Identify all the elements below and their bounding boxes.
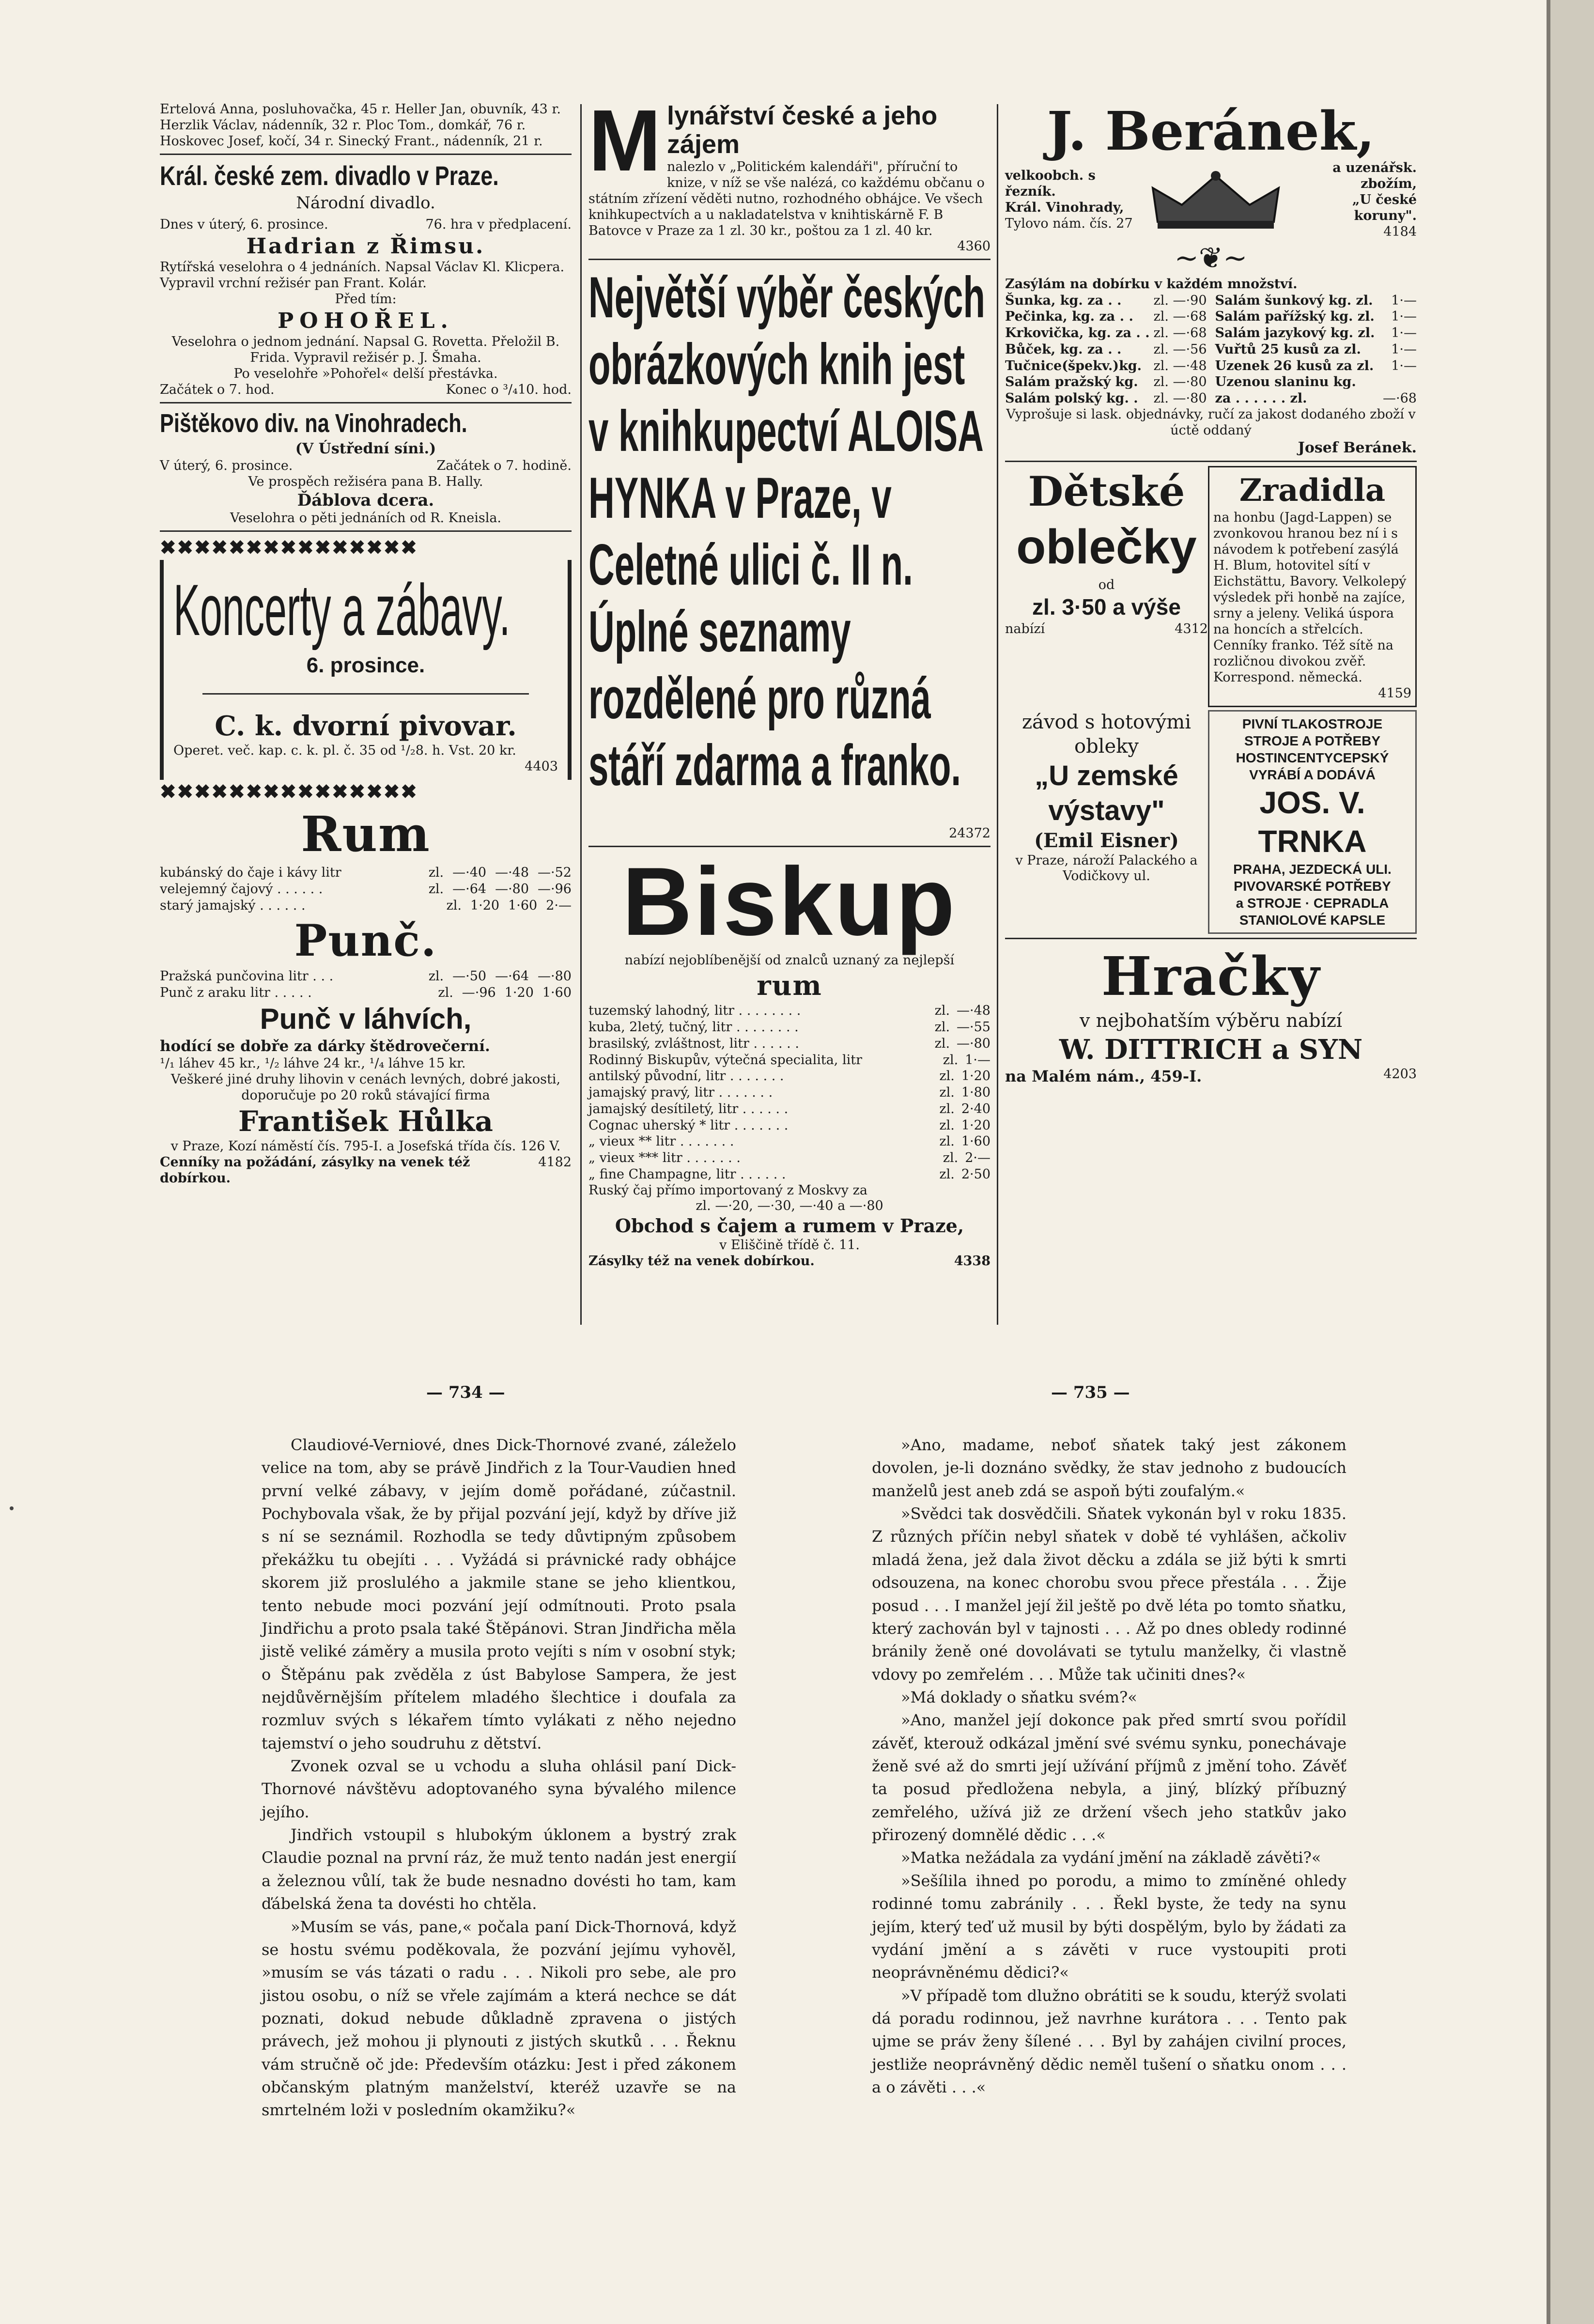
price-row bbox=[160, 985, 572, 1001]
beranek-left1: velkoobch. s řezník. bbox=[1005, 168, 1096, 200]
biskup-offer: nabízí nejoblíbenější od znalců uznaný za nejlepší bbox=[624, 953, 955, 968]
beranek-row bbox=[1005, 293, 1207, 309]
mlyn-number: 4360 bbox=[957, 239, 990, 254]
detske-number: 4312 bbox=[1175, 621, 1208, 636]
item-name: starý jamajský . . . . . . bbox=[160, 898, 306, 913]
item-cur: zl. bbox=[939, 1085, 955, 1100]
item-prices bbox=[939, 1068, 990, 1085]
page-edge-shadow bbox=[1547, 0, 1550, 2324]
beranek-left3: Tylovo nám. čís. 27 bbox=[1005, 216, 1133, 232]
pistek-benefit: Ve prospěch režiséra pana B. Hally. bbox=[248, 474, 483, 489]
biskup-street: v Eliščině třídě č. 11. bbox=[719, 1237, 860, 1253]
column-2 bbox=[588, 92, 990, 1270]
item-cur: zl. bbox=[428, 881, 444, 897]
item-name: Vuřtů 25 kusů za zl. bbox=[1215, 341, 1361, 357]
item-name: Krkovička, kg. za . . bbox=[1005, 325, 1150, 341]
item-name: Pečinka, kg. za . . bbox=[1005, 309, 1133, 325]
detske-shop: „U zemské výstavy" bbox=[1035, 759, 1178, 826]
beranek-number: 4184 bbox=[1383, 224, 1417, 239]
biskup-footer: Zásylky též na venek dobírkou. bbox=[588, 1253, 815, 1269]
play1-title: Hadrian z Řimsu. bbox=[246, 234, 485, 259]
item-p1: 1·20 bbox=[470, 898, 500, 913]
divider bbox=[160, 154, 572, 155]
divider bbox=[1005, 461, 1417, 462]
item-name: Salám pařížský kg. zl. bbox=[1215, 309, 1375, 325]
item-p3: —·96 bbox=[538, 881, 572, 897]
firm-name: František Hůlka bbox=[238, 1104, 493, 1138]
pause-note: Po veselohře »Pohořel« delší přestávka. bbox=[233, 366, 498, 381]
theatre-subtitle: Národní divadlo. bbox=[296, 193, 435, 213]
mlyn-title: lynářství české a jeho zájem bbox=[666, 101, 938, 159]
column-rule-2 bbox=[997, 104, 998, 1325]
item-cur: zl. bbox=[943, 1052, 959, 1068]
item-price: 1·— bbox=[1391, 358, 1417, 373]
detske-owner: (Emil Eisner) bbox=[1034, 829, 1179, 852]
item-price: zl. —·80 bbox=[1153, 374, 1207, 390]
hracky-line1: v nejbohatším výběru nabízí bbox=[1080, 1010, 1342, 1031]
item-p3: 2·— bbox=[546, 898, 572, 913]
beranek-row bbox=[1005, 309, 1207, 325]
divider bbox=[1005, 938, 1417, 939]
beranek-right2: „U české koruny". bbox=[1352, 192, 1417, 223]
item-cur: zl. bbox=[934, 1020, 950, 1035]
item-prices bbox=[939, 1166, 990, 1183]
mlyn-text: nalezlo v „Politickém kalendáři", příruční to knize, v níž se vše nalézá, co každému občanu o státním zřízení věděti nutno, rozhodného obhájce. Ve všech knihkupectvích a u nakladatelstva v knihtiskárně F. B Batovce v Praze za 1 zl. 30 kr., poštou za 1 zl. 40 kr. bbox=[588, 159, 985, 238]
biskup-rum: rum bbox=[757, 970, 822, 1002]
story-paragraph: »Ano, madame, neboť sňatek taký jest zákonem dovolen, je-li doznáno svědky, že stav jednoho z budoucích manželů jest aneb zdá se aspoň býti zoufalým.« bbox=[872, 1436, 1346, 1500]
ornament-icon: ~❦~ bbox=[1174, 241, 1248, 275]
bottle-title: Punč v láhvích, bbox=[260, 1003, 472, 1036]
bottle-note: Veškeré jiné druhy lihovin v cenách levných, dobré jakosti, doporučuje po 20 roků stávající firma bbox=[170, 1071, 561, 1103]
biskup-ad bbox=[588, 848, 990, 1269]
item-price: 2·40 bbox=[961, 1101, 990, 1116]
margin-dot bbox=[10, 1506, 14, 1510]
item-price: —·55 bbox=[957, 1020, 990, 1035]
item-name: Cognac uherský * litr . . . . . . . bbox=[588, 1117, 789, 1133]
detske-od: od bbox=[1098, 577, 1115, 593]
item-prices bbox=[429, 881, 572, 898]
story-paragraph: »Má doklady o sňatku svém?« bbox=[901, 1688, 1137, 1706]
concerts-venue: C. k. dvorní pivovar. bbox=[215, 710, 517, 743]
bottle-sub: hodící se dobře za dárky štědrovečerní. bbox=[160, 1038, 490, 1055]
biskup-row bbox=[588, 1150, 990, 1166]
item-name: Salám pražský kg. bbox=[1005, 374, 1138, 390]
item-name: velejemný čajový . . . . . . bbox=[160, 881, 323, 897]
story-paragraph: »V případě tom dlužno obrátiti se k soudu, kterýž svolati dá poradu rodinnou, jež navrhne kurátora . . . Tento pak ujme se práv ženy šílené . . . Byl by zahájen civilní proces, jestliže neoprávněný dědic neměl tušení o sňatku onom . . . a o závěti . . .« bbox=[872, 1986, 1346, 2097]
beranek-row bbox=[1005, 341, 1207, 358]
item-price: 1·— bbox=[965, 1052, 990, 1068]
trnka-line: STROJE A POTŘEBY bbox=[1244, 733, 1381, 748]
item-name: kubánský do čaje i kávy litr bbox=[160, 865, 341, 880]
item-name: „ fine Champagne, litr . . . . . . bbox=[588, 1166, 786, 1182]
item-name: Uzenek 26 kusů za zl. bbox=[1215, 358, 1374, 373]
crown-icon bbox=[1143, 169, 1288, 232]
beranek-left2: Král. Vinohrady, bbox=[1005, 200, 1124, 216]
story-right bbox=[872, 1434, 1346, 2099]
item-p1: —·96 bbox=[462, 985, 496, 1000]
divider bbox=[160, 402, 572, 403]
biskup-row bbox=[588, 1052, 990, 1069]
firm-number: 4182 bbox=[538, 1155, 572, 1170]
trnka-line: PIVOVARSKÉ POTŘEBY bbox=[1234, 878, 1391, 894]
pistek-sub: (V Ústřední síni.) bbox=[295, 440, 436, 458]
theatre-date: Dnes v úterý, 6. prosince. bbox=[160, 217, 328, 232]
play2-title: POHOŘEL. bbox=[278, 309, 454, 334]
zradidla-number: 4159 bbox=[1378, 685, 1411, 701]
item-name: Pražská punčovina litr . . . bbox=[160, 968, 334, 984]
item-prices bbox=[935, 1003, 990, 1019]
x-border-top: ✖✖✖✖✖✖✖✖✖✖✖✖✖✖✖ bbox=[160, 536, 418, 559]
hynek-number: 24372 bbox=[949, 826, 990, 841]
beranek-row bbox=[1215, 341, 1417, 358]
divider bbox=[160, 530, 572, 532]
story-paragraph: »Musím se vás, pane,« počala paní Dick-Thornová, když se hostu svému poděkovala, že pozvání jejímu vyhověl, »musím se vás tázati o radu . . . Nikoli pro sebe, ale pro jistou osobu, o níž se vřele zajímám a která nechce se dát poznati, dokud nebude důkladně zpravena o jistých právech, jež mohou ji plynouti z jistých skutků . . . Řeknu vám stručně oč jde: Především otázku: Jest i před zákonem občanským platným manželství, kteréž uzavře se na smrtelném loži v posledním okamžiku?« bbox=[262, 1917, 736, 2120]
item-cur: zl. bbox=[446, 898, 462, 913]
divider bbox=[588, 846, 990, 847]
beranek-row bbox=[1215, 390, 1417, 407]
trnka-line: PIVNÍ TLAKOSTROJE bbox=[1242, 716, 1383, 731]
zradidla-text: na honbu (Jagd-Lappen) se zvonkovou hranou bez ní i s návodem k potřebení zasýlá H. Blum, hotovitel sítí v Eichstättu, Bavory. Velkolepý výsledek při honbě na zajíce, srny a jeleny. Veliká úspora na honcích a střelcích. Cenníky franko. Též sítě na rozličnou divokou zvěř. Korrespond. německá. bbox=[1213, 510, 1407, 685]
hynek-text: Největší výběr českých obrázkových knih jest v knihkupectví ALOISA HYNKA v Praze, v Celetné ulici č. II n. Úplné seznamy rozdělené pro různá stáří zdarma a franko. bbox=[588, 265, 985, 798]
item-price: —·48 bbox=[957, 1003, 990, 1019]
item-cur: zl. bbox=[934, 1003, 950, 1019]
biskup-shop: Obchod s čajem a rumem v Praze, bbox=[615, 1215, 964, 1237]
detske-title2: oblečky bbox=[1016, 520, 1197, 574]
story-paragraph: Zvonek ozval se u vchodu a sluha ohlásil paní Dick-Thornové návštěvu adoptovaného syna bývalého milence jejího. bbox=[262, 1757, 736, 1821]
biskup-row bbox=[588, 1101, 990, 1117]
biskup-row bbox=[588, 1068, 990, 1085]
firm-address: v Praze, Kozí náměstí čís. 795-I. a Josefská třída čís. 126 V. bbox=[170, 1139, 561, 1154]
theatre-title: Král. české zem. divadlo v Praze. bbox=[160, 160, 499, 191]
beranek-title: J. Beránek, bbox=[1047, 100, 1375, 162]
item-name: Salám polský kg. . bbox=[1005, 391, 1138, 406]
trnka-line: HOSTINCENTYCEPSKÝ bbox=[1236, 750, 1389, 765]
story-paragraph: Claudiové-Verniové, dnes Dick-Thornové zvané, záleželo velice na tom, aby se právě Jindřich z la Tour-Vaudien hned první velké zábavy, v jejím domě pořádané, zúčastnil. Pochybovala však, že by přijal pozvání její, když by dříve již s ní se seznámil. Rozhodla se tedy důvtipným způsobem překážku tu obejíti . . . Vyžádá si právnické rady obhájce skorem již proslulého a jakmile stane se jeho klientkou, tento nebude moci pozvání její odmítnouti. Proto psala Jindřichu a proto psala také Štěpánovi. Stran Jindřicha měla jistě veliké záměry a musila proto vejíti s ním v osobní styk; o Štěpánu pak zvěděla z úst Babylose Sampera, že jest nejdůvěrnějším přítelem mladého šlechtice i doufala za rozmluv svých s lékařem tímto vylákati z něho nejedno tajemství o jeho soudruhu z dětství. bbox=[262, 1436, 736, 1752]
item-p1: —·64 bbox=[452, 881, 487, 897]
biskup-row bbox=[588, 1003, 990, 1019]
column-3 bbox=[1005, 102, 1417, 1086]
item-p1: —·50 bbox=[452, 968, 487, 984]
beranek-send: Zasýlám na dobírku v každém množství. bbox=[1005, 276, 1298, 292]
beranek-row bbox=[1005, 358, 1207, 374]
item-name: Salám jazykový kg. zl. bbox=[1215, 325, 1375, 341]
item-p3: —·80 bbox=[538, 968, 572, 984]
item-name: Šunka, kg. za . . bbox=[1005, 293, 1122, 308]
theatre-performance-no: 76. hra v předplacení. bbox=[425, 217, 572, 232]
item-name: Tučnice(špekv.)kg. bbox=[1005, 358, 1142, 373]
beranek-row bbox=[1215, 293, 1417, 309]
beranek-row bbox=[1215, 358, 1417, 374]
bottle-prices: ¹/₁ láhev 45 kr., ¹/₂ láhve 24 kr., ¹/₄ láhve 15 kr. bbox=[160, 1056, 466, 1071]
story-left bbox=[262, 1434, 736, 2122]
hracky-title: Hračky bbox=[1101, 945, 1321, 1007]
price-row bbox=[160, 968, 572, 985]
item-cur: zl. bbox=[939, 1117, 955, 1133]
biskup-number: 4338 bbox=[954, 1253, 990, 1269]
trnka-line: a STROJE · CEPRADLA bbox=[1236, 895, 1389, 911]
item-p1: —·40 bbox=[452, 865, 487, 880]
detske-address: v Praze, nároží Palackého a Vodičkovy ul. bbox=[1015, 852, 1198, 884]
hracky-firm: W. DITTRICH a SYN bbox=[1059, 1033, 1363, 1066]
beranek-footer: Vyprošuje si lask. objednávky, ručí za jakost dodaného zboží v úctě oddaný bbox=[1006, 406, 1416, 438]
before-label: Před tím: bbox=[335, 292, 397, 307]
item-price: 1·60 bbox=[961, 1134, 990, 1149]
item-price: zl. —·68 bbox=[1153, 309, 1207, 325]
biskup-row bbox=[588, 1036, 990, 1052]
item-prices bbox=[429, 865, 572, 881]
price-row bbox=[160, 881, 572, 898]
item-cur: zl. bbox=[428, 865, 444, 880]
beranek-signature: Josef Beránek. bbox=[1298, 439, 1417, 456]
concerts-ad bbox=[160, 536, 572, 804]
biskup-row bbox=[588, 1166, 990, 1183]
item-price: 1·80 bbox=[961, 1085, 990, 1100]
hracky-address: na Malém nám., 459-I. bbox=[1005, 1067, 1202, 1085]
item-price: 1·— bbox=[1391, 293, 1417, 308]
item-price: 2·— bbox=[965, 1150, 990, 1166]
item-prices bbox=[943, 1150, 990, 1166]
story-paragraph: »Ano, manžel její dokonce pak před smrtí svou pořídil závěť, kterouž odkázal jmění své svému synku, ponechávaje ženě své až do smrti její užívání příjmů z jmění toho. Závěť ta posud předložena nebyla, a jiný, blízký příbuzný zemřelého, užívá již ze držení všech jeho statkův jako přirozený domnělé dědic . . .« bbox=[872, 1711, 1346, 1844]
mlyn-ad bbox=[588, 92, 990, 255]
item-p2: 1·60 bbox=[508, 898, 538, 913]
item-name: Rodinný Biskupův, výtečná specialita, litr bbox=[588, 1052, 862, 1068]
rum-ad bbox=[160, 804, 572, 1187]
story-paragraph: »Sešílila ihned po porodu, a mimo to zmíněné ohledy rodinné tomu zabránily . . . Řekl byste, že tedy na synu jejím, který teď už musil by býti dospělým, bylo by žádati za vydání jmění a s závěti v ruce vystoupiti proti neoprávněnému dědici?« bbox=[872, 1871, 1346, 1982]
detske-price: zl. 3·50 a výše bbox=[1032, 594, 1181, 620]
detske-ad bbox=[1005, 466, 1208, 707]
item-price: zl. —·48 bbox=[1153, 358, 1207, 373]
pistek-notice bbox=[160, 407, 572, 527]
detske-title1: Dětské bbox=[1028, 467, 1185, 516]
concerts-date: 6. prosince. bbox=[306, 653, 425, 678]
story-paragraph: Jindřich vstoupil s hlubokým úklonem a bystrý zrak Claudie poznal na první ráz, že muž tento nadán jest energií a železnou vůlí, tak že bude nesnadno dovésti ho tam, kam ďábelská žena ta dovésti ho chtěla. bbox=[262, 1826, 736, 1913]
concerts-detail: Operet. več. kap. c. k. pl. č. 35 od ¹/₂8. h. Vst. 20 kr. bbox=[173, 743, 516, 759]
item-price: 1·20 bbox=[961, 1117, 990, 1133]
item-p2: —·64 bbox=[495, 968, 529, 984]
trnka-line: VYRÁBÍ A DODÁVÁ bbox=[1249, 767, 1376, 782]
item-prices bbox=[935, 1036, 990, 1052]
trnka-line: JOS. V. TRNKA bbox=[1258, 785, 1367, 859]
play2-desc: Veselohra o jednom jednání. Napsal G. Rovetta. Přeložil B. Frida. Vypravil režisér p. J. Šmaha. bbox=[171, 334, 560, 365]
item-price: zl. —·56 bbox=[1153, 341, 1207, 357]
item-name: za . . . . . . zl. bbox=[1215, 391, 1307, 406]
beranek-row bbox=[1005, 374, 1207, 390]
item-prices bbox=[939, 1085, 990, 1101]
biskup-row bbox=[588, 1085, 990, 1101]
play1-desc: Rytířská veselohra o 4 jednáních. Napsal Václav Kl. Klicpera. Vypravil vrchní režisér pan Frant. Kolár. bbox=[160, 260, 565, 291]
item-prices bbox=[447, 898, 572, 914]
item-price: 1·— bbox=[1391, 309, 1417, 325]
item-cur: zl. bbox=[438, 985, 453, 1000]
price-row bbox=[160, 865, 572, 881]
trnka-line: PRAHA, JEZDECKÁ ULI. bbox=[1233, 861, 1392, 877]
item-name: jamajský pravý, litr . . . . . . . bbox=[588, 1085, 773, 1100]
item-price: —·80 bbox=[957, 1036, 990, 1051]
item-name: brasilský, zvláštnost, litr . . . . . . bbox=[588, 1036, 799, 1051]
item-cur: zl. bbox=[939, 1101, 955, 1116]
item-prices bbox=[935, 1019, 990, 1036]
item-p2: —·80 bbox=[495, 881, 529, 897]
item-price: zl. —·68 bbox=[1153, 325, 1207, 341]
item-name: Bůček, kg. za . . bbox=[1005, 341, 1122, 357]
item-name: Salám šunkový kg. zl. bbox=[1215, 293, 1373, 308]
pistek-play: Ďáblova dcera. bbox=[297, 490, 434, 510]
biskup-title: Biskup bbox=[622, 848, 957, 956]
item-cur: zl. bbox=[939, 1166, 955, 1182]
firm-footer: Cenníky na požádání, zásylky na venek též dobírkou. bbox=[160, 1155, 470, 1186]
beranek-row bbox=[1215, 325, 1417, 341]
biskup-row bbox=[588, 1117, 990, 1134]
beranek-ad bbox=[1005, 102, 1417, 457]
biskup-row bbox=[588, 1133, 990, 1150]
item-name: antilský původní, litr . . . . . . . bbox=[588, 1069, 784, 1084]
hynek-ad bbox=[588, 264, 990, 826]
biskup-row bbox=[588, 1019, 990, 1036]
detske-offers: nabízí bbox=[1005, 621, 1045, 636]
divider bbox=[588, 259, 990, 260]
item-cur: zl. bbox=[428, 968, 444, 984]
item-cur: zl. bbox=[934, 1036, 950, 1051]
beranek-row bbox=[1005, 390, 1207, 407]
item-p3: 1·60 bbox=[542, 985, 572, 1000]
detske-desc: závod s hotovými obleky bbox=[1021, 711, 1192, 758]
x-border-bottom: ✖✖✖✖✖✖✖✖✖✖✖✖✖✖✖ bbox=[160, 780, 418, 803]
pistek-date: V úterý, 6. prosince. bbox=[160, 458, 293, 473]
biskup-tea: Ruský čaj přímo importovaný z Moskvy za bbox=[588, 1182, 867, 1198]
pistek-play-desc: Veselohra o pěti jednáních od R. Kneisla. bbox=[230, 511, 502, 526]
concerts-title: Koncerty a zábavy. bbox=[173, 569, 511, 651]
concerts-number: 4403 bbox=[525, 759, 558, 775]
item-cur: zl. bbox=[939, 1069, 955, 1084]
item-prices bbox=[429, 968, 572, 985]
trnka-line: STANIOLOVÉ KAPSLE bbox=[1239, 912, 1386, 928]
item-price: 2·50 bbox=[961, 1166, 990, 1182]
item-p2: 1·20 bbox=[504, 985, 534, 1000]
biskup-tea-prices: zl. —·20, —·30, —·40 a —·80 bbox=[696, 1198, 883, 1214]
drop-cap: M bbox=[588, 92, 661, 189]
beranek-right1: a uzenářsk. zbožím, bbox=[1332, 160, 1417, 191]
price-row bbox=[160, 898, 572, 914]
page-number-left: — 734 — bbox=[426, 1383, 505, 1402]
zradidla-title: Zradidla bbox=[1239, 472, 1386, 509]
trnka-ad bbox=[1208, 710, 1417, 934]
zradidla-ad bbox=[1208, 466, 1417, 707]
column-1 bbox=[160, 102, 572, 1187]
page-edge bbox=[1550, 0, 1594, 2324]
item-name: jamajský desítiletý, litr . . . . . . bbox=[588, 1101, 789, 1116]
column-rule-1 bbox=[580, 104, 582, 1325]
pistek-start: Začátek o 7. hodině. bbox=[436, 458, 572, 473]
item-price: zl. —·90 bbox=[1153, 293, 1207, 308]
item-prices bbox=[943, 1052, 990, 1069]
hracky-ad bbox=[1005, 943, 1417, 1086]
page-number-right: — 735 — bbox=[1051, 1383, 1130, 1402]
item-prices bbox=[939, 1101, 990, 1117]
item-price: 1·— bbox=[1391, 341, 1417, 357]
hracky-number: 4203 bbox=[1383, 1066, 1417, 1082]
item-p3: —·52 bbox=[538, 865, 572, 880]
item-prices bbox=[438, 985, 572, 1001]
item-name: „ vieux *** litr . . . . . . . bbox=[588, 1150, 741, 1166]
beranek-row bbox=[1215, 309, 1417, 325]
end-time: Konec o ³/₄10. hod. bbox=[446, 382, 572, 397]
item-cur: zl. bbox=[939, 1134, 955, 1149]
item-price: 1·— bbox=[1391, 325, 1417, 341]
beranek-row bbox=[1215, 374, 1417, 390]
item-name: tuzemský lahodný, litr . . . . . . . . bbox=[588, 1003, 801, 1019]
item-price: —·68 bbox=[1383, 391, 1417, 406]
beranek-row bbox=[1005, 325, 1207, 341]
obituary-list: Ertelová Anna, posluhovačka, 45 r. Heller Jan, obuvník, 43 r. Herzlik Václav, nádenník, 32 r. Ploc Tom., domkář, 76 r. Hoskovec Josef, kočí, 34 r. Sinecký Frant., nádenník, 21 r. bbox=[160, 102, 561, 149]
rum-title: Rum bbox=[301, 806, 431, 863]
item-name: Uzenou slaninu kg. bbox=[1215, 374, 1356, 390]
story-paragraph: »Svědci tak dosvědčili. Sňatek vykonán byl v roku 1835. Z různých příčin nebyl sňatek v době té vyhlášen, ačkoliv mladá žena, jež dala život děcku a zdála se již býti k smrti odsouzena, na konec chorobu svou přece přestála . . . Žije posud . . . I manžel její žil ještě po dvě léta po tomto sňatku, který zachován byl v tajnosti . . . Až po dnes obledy rodinné bránily ženě oné dovolávati se tytulu manželky, či vlastně vdovy po zemřelém . . . Může tak učiniti dnes?« bbox=[872, 1504, 1346, 1684]
item-prices bbox=[939, 1133, 990, 1150]
punc-title: Punč. bbox=[294, 915, 437, 967]
start-time: Začátek o 7. hod. bbox=[160, 382, 275, 397]
item-p2: —·48 bbox=[495, 865, 529, 880]
item-price: zl. —·80 bbox=[1153, 391, 1207, 406]
item-name: Punč z araku litr . . . . . bbox=[160, 985, 312, 1000]
item-price: 1·20 bbox=[961, 1069, 990, 1084]
item-name: kuba, 2letý, tučný, litr . . . . . . . . bbox=[588, 1020, 799, 1035]
pistek-title: Pištěkovo div. na Vinohradech. bbox=[160, 408, 467, 438]
item-prices bbox=[939, 1117, 990, 1134]
theatre-notice bbox=[160, 159, 572, 398]
item-name: „ vieux ** litr . . . . . . . bbox=[588, 1134, 734, 1149]
item-cur: zl. bbox=[943, 1150, 959, 1166]
story-paragraph: »Matka nežádala za vydání jmění na základě závěti?« bbox=[901, 1848, 1321, 1867]
